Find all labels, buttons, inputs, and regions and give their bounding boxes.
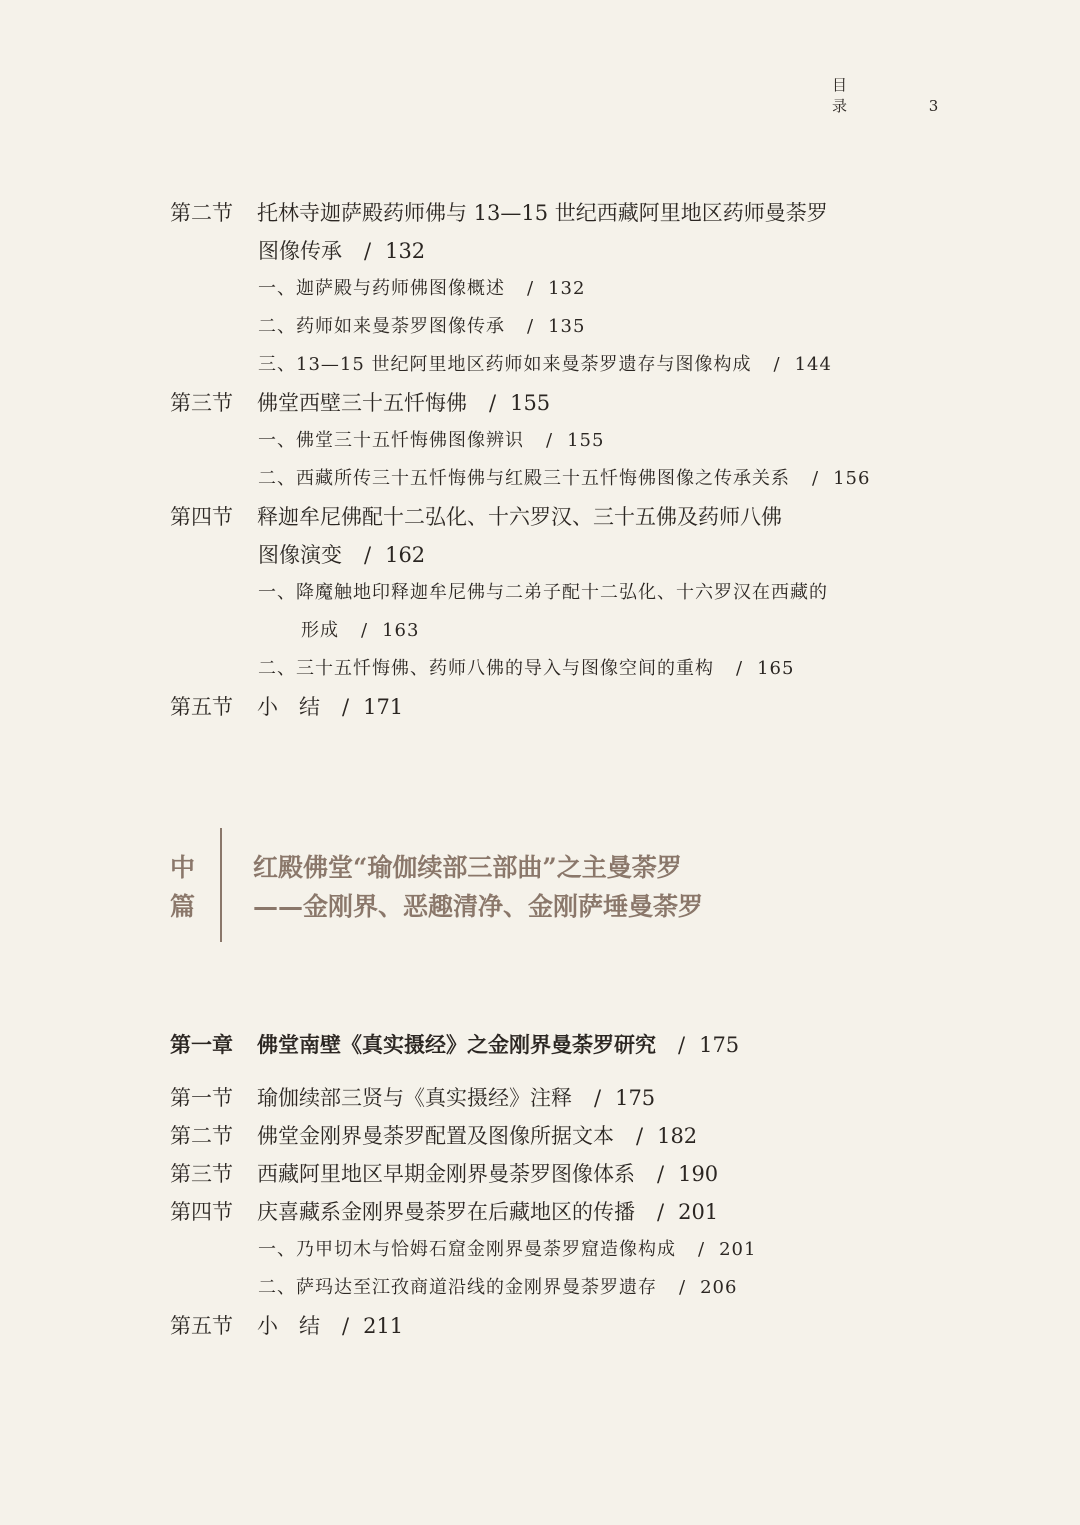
separator: / [361, 620, 369, 641]
toc-subentry[interactable] [258, 276, 585, 302]
subentry-title: 一、降魔触地印释迦牟尼佛与二弟子配十二弘化、十六罗汉在西藏的 [258, 582, 828, 603]
section-title: 瑜伽续部三贤与《真实摄经》注释 [257, 1086, 572, 1110]
part-title [253, 848, 703, 926]
separator: / [698, 1239, 706, 1260]
toc-entry-continued[interactable] [258, 238, 425, 264]
separator: / [364, 239, 372, 263]
subentry-title: 一、迦萨殿与药师佛图像概述 [258, 278, 505, 299]
section-label: 第三节 [170, 391, 233, 415]
section-label: 第四节 [170, 1200, 233, 1224]
page-number: 201 [719, 1239, 757, 1260]
part-divider [220, 828, 222, 942]
section-title: 庆喜藏系金刚界曼荼罗在后藏地区的传播 [257, 1200, 635, 1224]
separator: / [527, 278, 535, 299]
subentry-title: 三、13—15 世纪阿里地区药师如来曼荼罗遗存与图像构成 [258, 354, 752, 375]
chapter-entry[interactable] [170, 1029, 739, 1059]
page-number: 132 [548, 278, 586, 299]
toc-entry-continued[interactable] [258, 542, 425, 568]
subentry-title: 一、佛堂三十五忏悔佛图像辨识 [258, 430, 524, 451]
toc-subentry[interactable] [258, 580, 828, 606]
toc-entry[interactable] [170, 1313, 403, 1339]
toc-entry[interactable] [170, 1085, 655, 1111]
toc-entry[interactable] [170, 1161, 718, 1187]
section-title: 释迦牟尼佛配十二弘化、十六罗汉、三十五佛及药师八佛 [257, 505, 782, 529]
page-number: 182 [657, 1124, 698, 1148]
part-label [170, 848, 200, 926]
page-number: 162 [385, 543, 426, 567]
page-number: 206 [700, 1277, 738, 1298]
page-number: 155 [567, 430, 605, 451]
separator: / [364, 543, 372, 567]
part-heading [170, 828, 930, 942]
section-title: 小 结 [257, 695, 320, 719]
toc-subentry[interactable] [258, 466, 870, 492]
section-title-cont: 图像演变 [258, 543, 342, 567]
page-number: 165 [757, 658, 795, 679]
part-label-char: 篇 [170, 892, 196, 921]
section-title: 小 结 [257, 1314, 320, 1338]
page-number: 171 [363, 695, 404, 719]
chapter-label: 第一章 [170, 1032, 233, 1057]
subentry-title: 二、西藏所传三十五忏悔佛与红殿三十五忏悔佛图像之传承关系 [258, 468, 790, 489]
section-label: 第三节 [170, 1162, 233, 1186]
separator: / [679, 1277, 687, 1298]
part-label-char: 中 [170, 853, 196, 882]
page-number: 211 [363, 1314, 404, 1338]
toc-subentry[interactable] [258, 352, 832, 378]
separator: / [812, 468, 820, 489]
toc-subentry[interactable] [258, 314, 585, 340]
section-label: 第五节 [170, 695, 233, 719]
toc-entry[interactable] [170, 694, 403, 720]
toc-subentry-continued[interactable] [301, 618, 419, 644]
page-number: 163 [382, 620, 420, 641]
subentry-title: 二、萨玛达至江孜商道沿线的金刚界曼荼罗遗存 [258, 1277, 657, 1298]
separator: / [678, 1033, 686, 1057]
page-number: 190 [678, 1162, 719, 1186]
page-number: 132 [385, 239, 426, 263]
header-page-number: 3 [928, 97, 941, 115]
section-label: 第五节 [170, 1314, 233, 1338]
section-label: 第一节 [170, 1086, 233, 1110]
page-number: 156 [833, 468, 871, 489]
subentry-title: 一、乃甲切木与恰姆石窟金刚界曼荼罗窟造像构成 [258, 1239, 676, 1260]
section-label: 第四节 [170, 505, 233, 529]
toc-entry[interactable] [170, 1123, 697, 1149]
subentry-title: 二、药师如来曼荼罗图像传承 [258, 316, 505, 337]
page-number: 135 [548, 316, 586, 337]
toc-entry[interactable] [170, 200, 828, 226]
separator: / [657, 1162, 665, 1186]
separator: / [342, 1314, 350, 1338]
separator: / [546, 430, 554, 451]
separator: / [489, 391, 497, 415]
part-title-line: 红殿佛堂“瑜伽续部三部曲”之主曼荼罗 [253, 853, 682, 882]
separator: / [736, 658, 744, 679]
toc-entry[interactable] [170, 504, 782, 530]
page-number: 155 [510, 391, 551, 415]
toc-subentry[interactable] [258, 428, 604, 454]
toc-entry[interactable] [170, 1199, 718, 1225]
page-header [832, 74, 940, 116]
toc-subentry[interactable] [258, 656, 794, 682]
part-title-line: ——金刚界、恶趣清净、金刚萨埵曼荼罗 [253, 892, 704, 921]
section-title-cont: 图像传承 [258, 239, 342, 263]
subentry-title: 二、三十五忏悔佛、药师八佛的导入与图像空间的重构 [258, 658, 714, 679]
separator: / [342, 695, 350, 719]
section-label: 第二节 [170, 201, 233, 225]
section-title: 托林寺迦萨殿药师佛与 13—15 世纪西藏阿里地区药师曼荼罗 [257, 201, 828, 225]
chapter-title: 佛堂南壁《真实摄经》之金刚界曼荼罗研究 [257, 1032, 656, 1057]
separator: / [657, 1200, 665, 1224]
toc-entry[interactable] [170, 390, 550, 416]
toc-subentry[interactable] [258, 1237, 756, 1263]
page-number: 175 [615, 1086, 656, 1110]
section-label: 第二节 [170, 1124, 233, 1148]
separator: / [636, 1124, 644, 1148]
separator: / [594, 1086, 602, 1110]
toc-subentry[interactable] [258, 1275, 737, 1301]
page-number: 201 [678, 1200, 719, 1224]
section-title: 佛堂西壁三十五忏悔佛 [257, 391, 467, 415]
separator: / [773, 354, 781, 375]
separator: / [527, 316, 535, 337]
section-title: 佛堂金刚界曼荼罗配置及图像所据文本 [257, 1124, 614, 1148]
page-number: 144 [794, 354, 832, 375]
header-title: 目 录 [832, 76, 858, 115]
page-number: 175 [699, 1033, 740, 1057]
section-title: 西藏阿里地区早期金刚界曼荼罗图像体系 [257, 1162, 635, 1186]
subentry-title-cont: 形成 [301, 620, 339, 641]
